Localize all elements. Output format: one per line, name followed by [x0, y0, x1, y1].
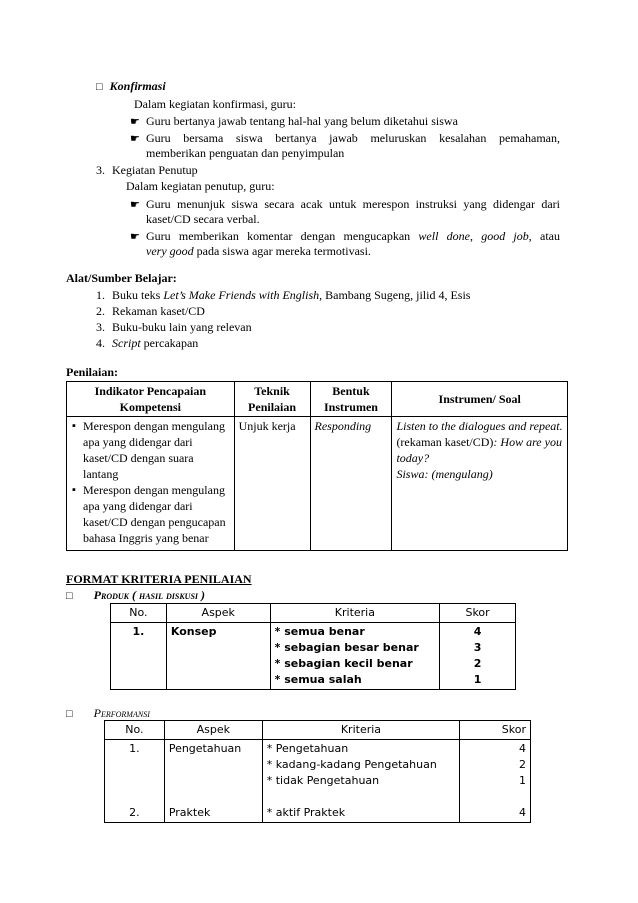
konfirmasi-title: Konfirmasi — [109, 79, 166, 93]
performansi-header-aspek: Aspek — [164, 721, 262, 740]
performansi-kriteria: * Pengetahuan * kadang-kadang Pengetahuan * tidak Pengetahuan * aktif Praktek — [262, 740, 459, 823]
penilaian-row — [67, 417, 568, 551]
hand-pointer-icon: ☛ — [130, 199, 140, 211]
produk-table — [110, 603, 516, 690]
produk-kriteria: * semua benar * sebagian besar benar * sebagian kecil benar * semua salah — [270, 623, 440, 690]
alat-heading: Alat/Sumber Belajar: — [66, 271, 177, 285]
indikator-cell — [67, 417, 235, 551]
penutup-item-1-text: Guru menunjuk siswa secara acak untuk merespon instruksi yang didengar dari — [146, 197, 560, 211]
performansi-skor: 4 2 1 4 — [460, 740, 531, 823]
hand-pointer-icon: ☛ — [130, 231, 140, 243]
teknik-cell: Unjuk kerja — [234, 417, 310, 551]
konfirmasi-item-1-text: Guru bertanya jawab tentang hal-hal yang belum diketahui siswa — [146, 114, 458, 128]
produk-label-row — [66, 587, 205, 604]
header-indikator: Indikator Pencapaian Kompetensi — [67, 382, 235, 417]
header-instrumen: Instrumen/ Soal — [392, 382, 568, 417]
alat-item-4: 4. Script percakapan — [96, 336, 199, 350]
produk-header-no: No. — [111, 604, 167, 623]
konfirmasi-item-1 — [130, 113, 458, 130]
produk-header-skor: Skor — [440, 604, 516, 623]
soal-line-1: Listen to the dialogues and repeat. — [396, 419, 563, 433]
penutup-title: Kegiatan Penutup — [112, 163, 198, 177]
produk-aspek: Konsep — [166, 623, 270, 690]
penutup-number: 3. — [96, 163, 105, 177]
penutup-intro: Dalam kegiatan penutup, guru: — [126, 179, 275, 193]
performansi-table — [104, 720, 531, 823]
produk-row — [111, 623, 516, 690]
produk-header-aspek: Aspek — [166, 604, 270, 623]
performansi-header-row — [105, 721, 531, 740]
bentuk-cell: Responding — [310, 417, 392, 551]
produk-header-kriteria: Kriteria — [270, 604, 440, 623]
konfirmasi-item-2-cont: memberikan penguatan dan penyimpulan — [146, 146, 345, 160]
performansi-no: 1. 2. — [105, 740, 165, 823]
konfirmasi-item-2-text: Guru bersama siswa bertanya jawab meluruskan kesalahan pemahaman, — [146, 131, 560, 145]
penilaian-header-row — [67, 382, 568, 417]
performansi-aspek: Pengetahuan Praktek — [164, 740, 262, 823]
penutup-item-2-cont: very good pada siswa agar mereka termotivasi. — [146, 244, 371, 258]
penutup-heading — [96, 162, 198, 178]
penutup-item-2: ☛ Guru memberikan komentar dengan mengucapkan well done, good job, atau — [130, 229, 560, 243]
penilaian-heading: Penilaian: — [66, 365, 119, 379]
penilaian-table — [66, 381, 568, 551]
header-teknik: Teknik Penilaian — [234, 382, 310, 417]
soal-cell — [392, 417, 568, 551]
header-bentuk: Bentuk Instrumen — [310, 382, 392, 417]
square-bullet-icon: □ — [66, 708, 73, 720]
alat-item-3: 3. Buku-buku lain yang relevan — [96, 320, 252, 334]
alat-item-2: 2. Rekaman kaset/CD — [96, 304, 205, 318]
format-heading: FORMAT KRITERIA PENILAIAN — [66, 572, 252, 586]
square-bullet-icon: □ — [66, 590, 73, 602]
performansi-header-no: No. — [105, 721, 165, 740]
produk-header-row — [111, 604, 516, 623]
alat-item-1: 1. Buku teks Let’s Make Friends with English, Bambang Sugeng, jilid 4, Esis — [96, 288, 471, 302]
produk-no: 1. — [111, 623, 167, 690]
soal-line-3: Siswa: (mengulang) — [396, 467, 493, 481]
konfirmasi-heading — [96, 78, 166, 95]
hand-pointer-icon: ☛ — [130, 116, 140, 128]
indikator-item-1: ▪ Merespon dengan mengulang apa yang didengar dari kaset/CD dengan suara lantang — [83, 418, 230, 482]
indikator-list — [71, 418, 230, 546]
hand-pointer-icon: ☛ — [130, 133, 140, 145]
performansi-header-skor: Skor — [460, 721, 531, 740]
square-bullet-icon: □ — [96, 81, 103, 93]
performansi-label: Performansi — [93, 706, 150, 720]
performansi-row — [105, 740, 531, 823]
soal-line-2: (rekaman kaset/CD): How are you today? — [396, 435, 562, 465]
indikator-item-2: ▪ Merespon dengan mengulang apa yang didengar dari kaset/CD dengan pengucapan bahasa Inggris yang benar — [83, 482, 230, 546]
produk-label: Produk ( hasil diskusi ) — [93, 588, 206, 602]
produk-skor: 4 3 2 1 — [440, 623, 516, 690]
penutup-item-1-cont: kaset/CD secara verbal. — [146, 212, 260, 226]
konfirmasi-intro: Dalam kegiatan konfirmasi, guru: — [134, 97, 296, 111]
performansi-header-kriteria: Kriteria — [262, 721, 459, 740]
